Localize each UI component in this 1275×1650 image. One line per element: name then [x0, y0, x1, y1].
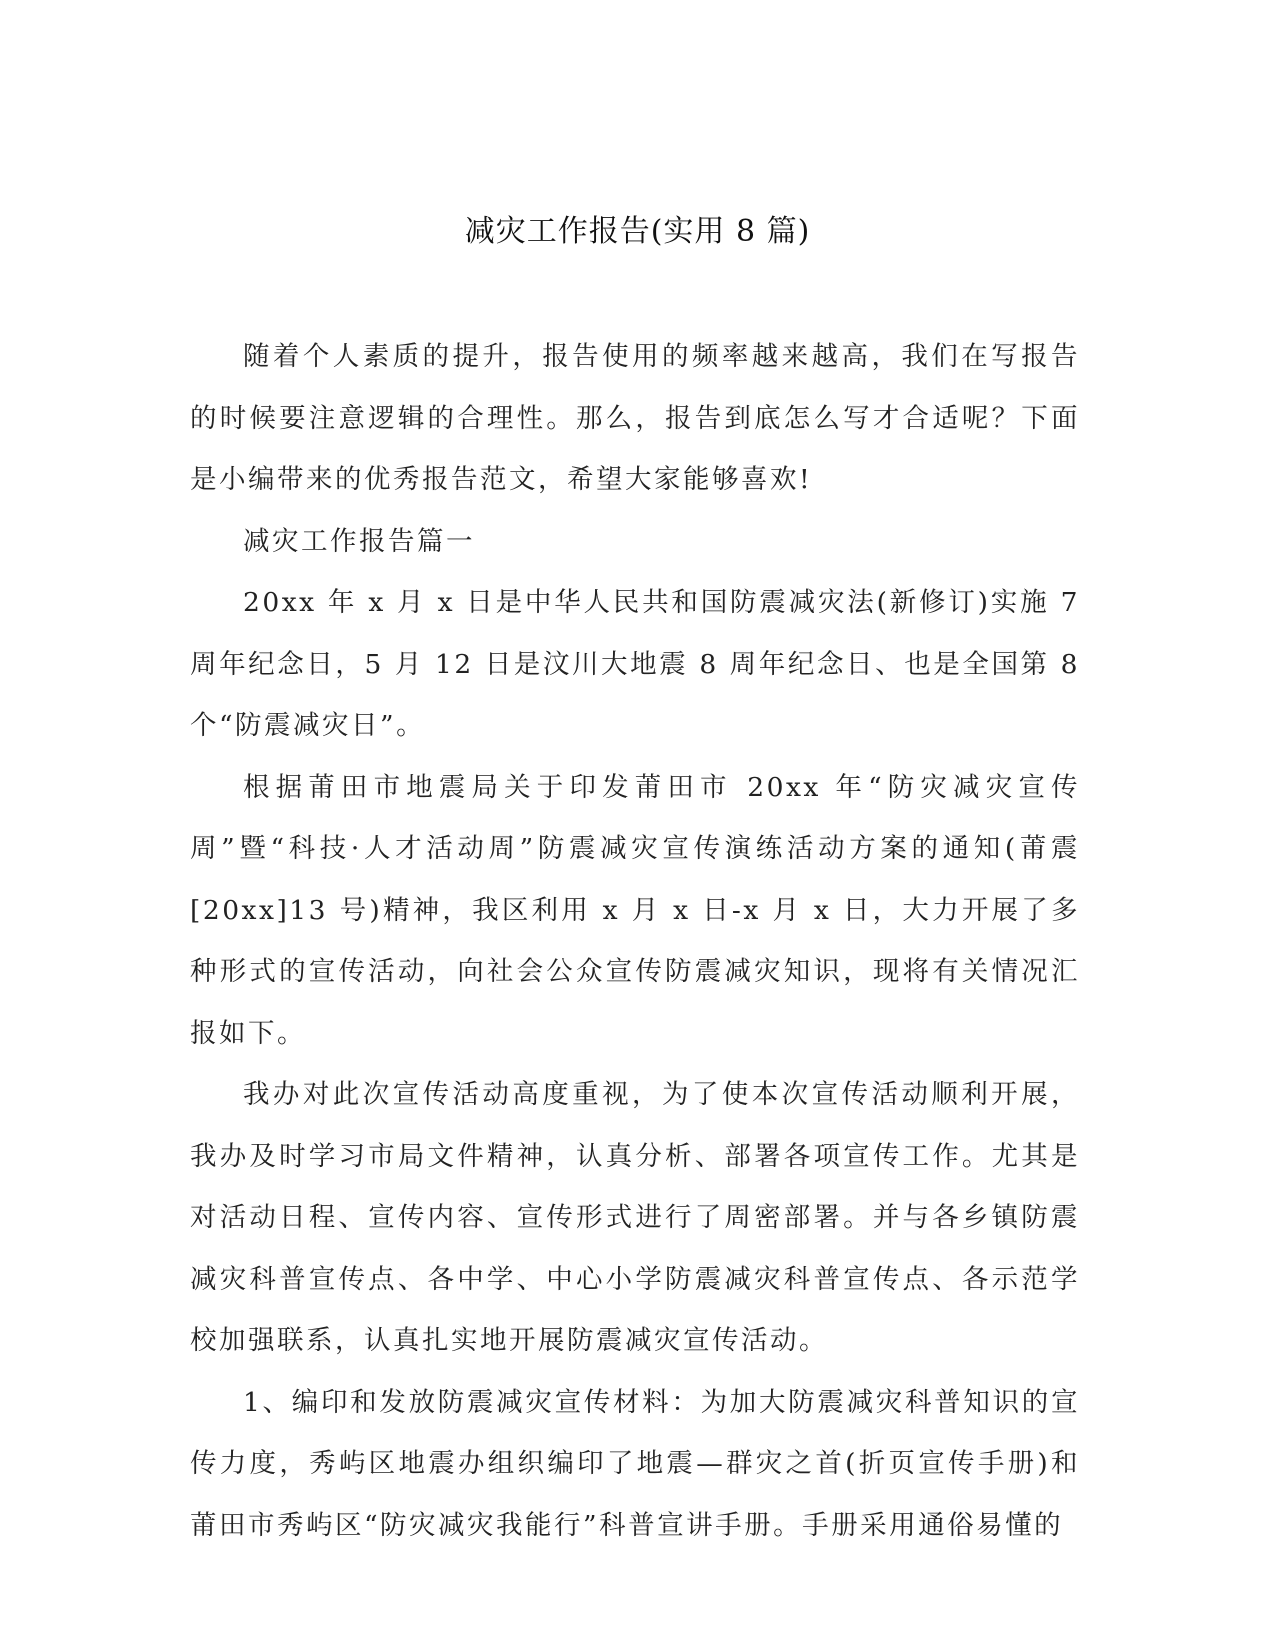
paragraph: 1、编印和发放防震减灾宣传材料：为加大防震减灾科普知识的宣传力度，秀屿区地震办组织编印了地震—群灾之首(折页宣传手册)和莆田市秀屿区“防灾减灾我能行”科普宣讲手册。手册采用通俗易懂的: [190, 1386, 1080, 1541]
section-heading: 减灾工作报告篇一: [243, 525, 475, 557]
document-body: [190, 326, 1080, 1556]
paragraph: 20xx 年 x 月 x 日是中华人民共和国防震减灾法(新修订)实施 7 周年纪念日，5 月 12 日是汶川大地震 8 周年纪念日、也是全国第 8 个“防震减灾日”。: [190, 587, 1080, 741]
paragraph: 根据莆田市地震局关于印发莆田市 20xx 年“防灾减灾宣传周”暨“科技·人才活动周”防震减灾宣传演练活动方案的通知(莆震[20xx]13 号)精神，我区利用 x 月 x 日-x 月 x 日，大力开展了多种形式的宣传活动，向社会公众宣传防震减灾知识，现将有关情况汇报如下。: [190, 771, 1080, 1049]
document-title: 减灾工作报告(实用 8 篇): [464, 214, 811, 249]
paragraph-intro: 随着个人素质的提升，报告使用的频率越来越高，我们在写报告的时候要注意逻辑的合理性。那么，报告到底怎么写才合适呢？下面是小编带来的优秀报告范文，希望大家能够喜欢!: [190, 341, 1080, 495]
paragraph: 我办对此次宣传活动高度重视，为了使本次宣传活动顺利开展，我办及时学习市局文件精神，认真分析、部署各项宣传工作。尤其是对活动日程、宣传内容、宣传形式进行了周密部署。并与各乡镇防震减灾科普宣传点、各中学、中心小学防震减灾科普宣传点、各示范学校加强联系，认真扎实地开展防震减灾宣传活动。: [190, 1079, 1080, 1356]
